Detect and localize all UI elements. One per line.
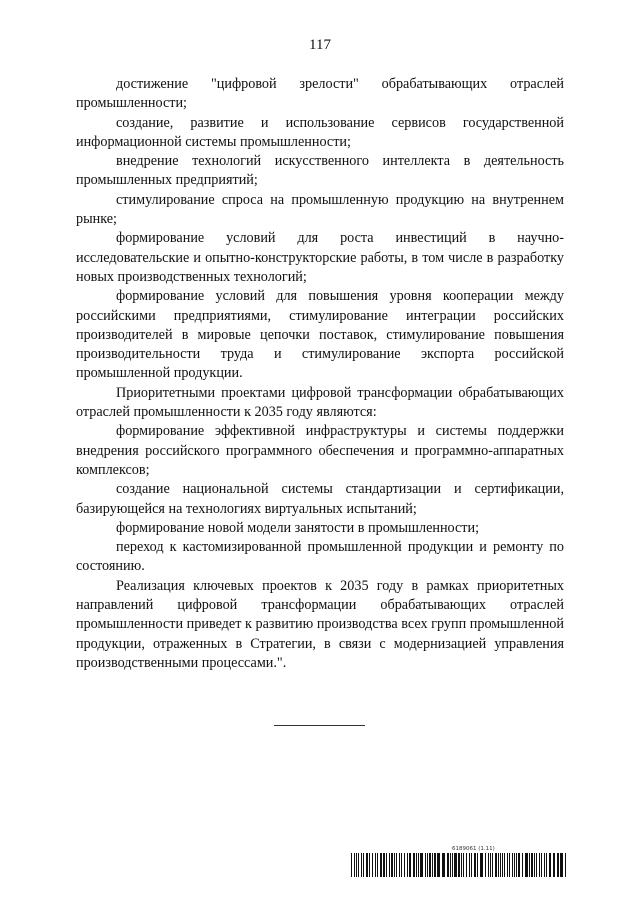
paragraph: формирование эффективной инфраструктуры и системы поддержки внедрения российского программного обеспечения и программно-аппаратных комплексов; — [76, 423, 564, 478]
page-number: 117 — [309, 37, 331, 53]
paragraph: переход к кастомизированной промышленной продукции и ремонту по состоянию. — [76, 539, 564, 575]
barcode-icon — [351, 853, 567, 877]
paragraph: формирование условий для роста инвестиций в научно-исследовательские и опытно-конструкторские работы, в том числе в разработку новых производственных технологий; — [76, 230, 564, 285]
paragraph: создание, развитие и использование сервисов государственной информационной системы промышленности; — [76, 114, 564, 150]
paragraph: Приоритетными проектами цифровой трансформации обрабатывающих отраслей промышленности к 2035 году являются: — [76, 384, 564, 421]
paragraph: достижение "цифровой зрелости" обрабатывающих отраслей промышленности; — [76, 76, 564, 112]
paragraph: формирование новой модели занятости в промышленности; — [116, 519, 480, 536]
paragraph: формирование условий для повышения уровня кооперации между российскими предприятиями, стимулирование интеграции российских производителей в мировые цепочки поставок, стимулирование повышения производительности труда и стимулирование экспорта российской промышленной продукции. — [76, 288, 564, 382]
paragraph: стимулирование спроса на промышленную продукцию на внутреннем рынке; — [76, 191, 564, 228]
end-separator-line — [274, 725, 365, 726]
paragraph: внедрение технологий искусственного интеллекта в деятельность промышленных предприятий; — [76, 153, 564, 189]
paragraph: создание национальной системы стандартизации и сертификации, базирующейся на технологиях виртуальных испытаний; — [76, 481, 564, 517]
document-body — [76, 75, 564, 673]
paragraph: Реализация ключевых проектов к 2035 году в рамках приоритетных направлений цифровой трансформации обрабатывающих отраслей промышленности приведет к развитию производства всех групп промышленной продукции, отраженных в Стратегии, в связи с модернизацией управления производственными процессами.". — [76, 577, 564, 671]
document-code: 6189061 (1.11) — [452, 846, 495, 852]
